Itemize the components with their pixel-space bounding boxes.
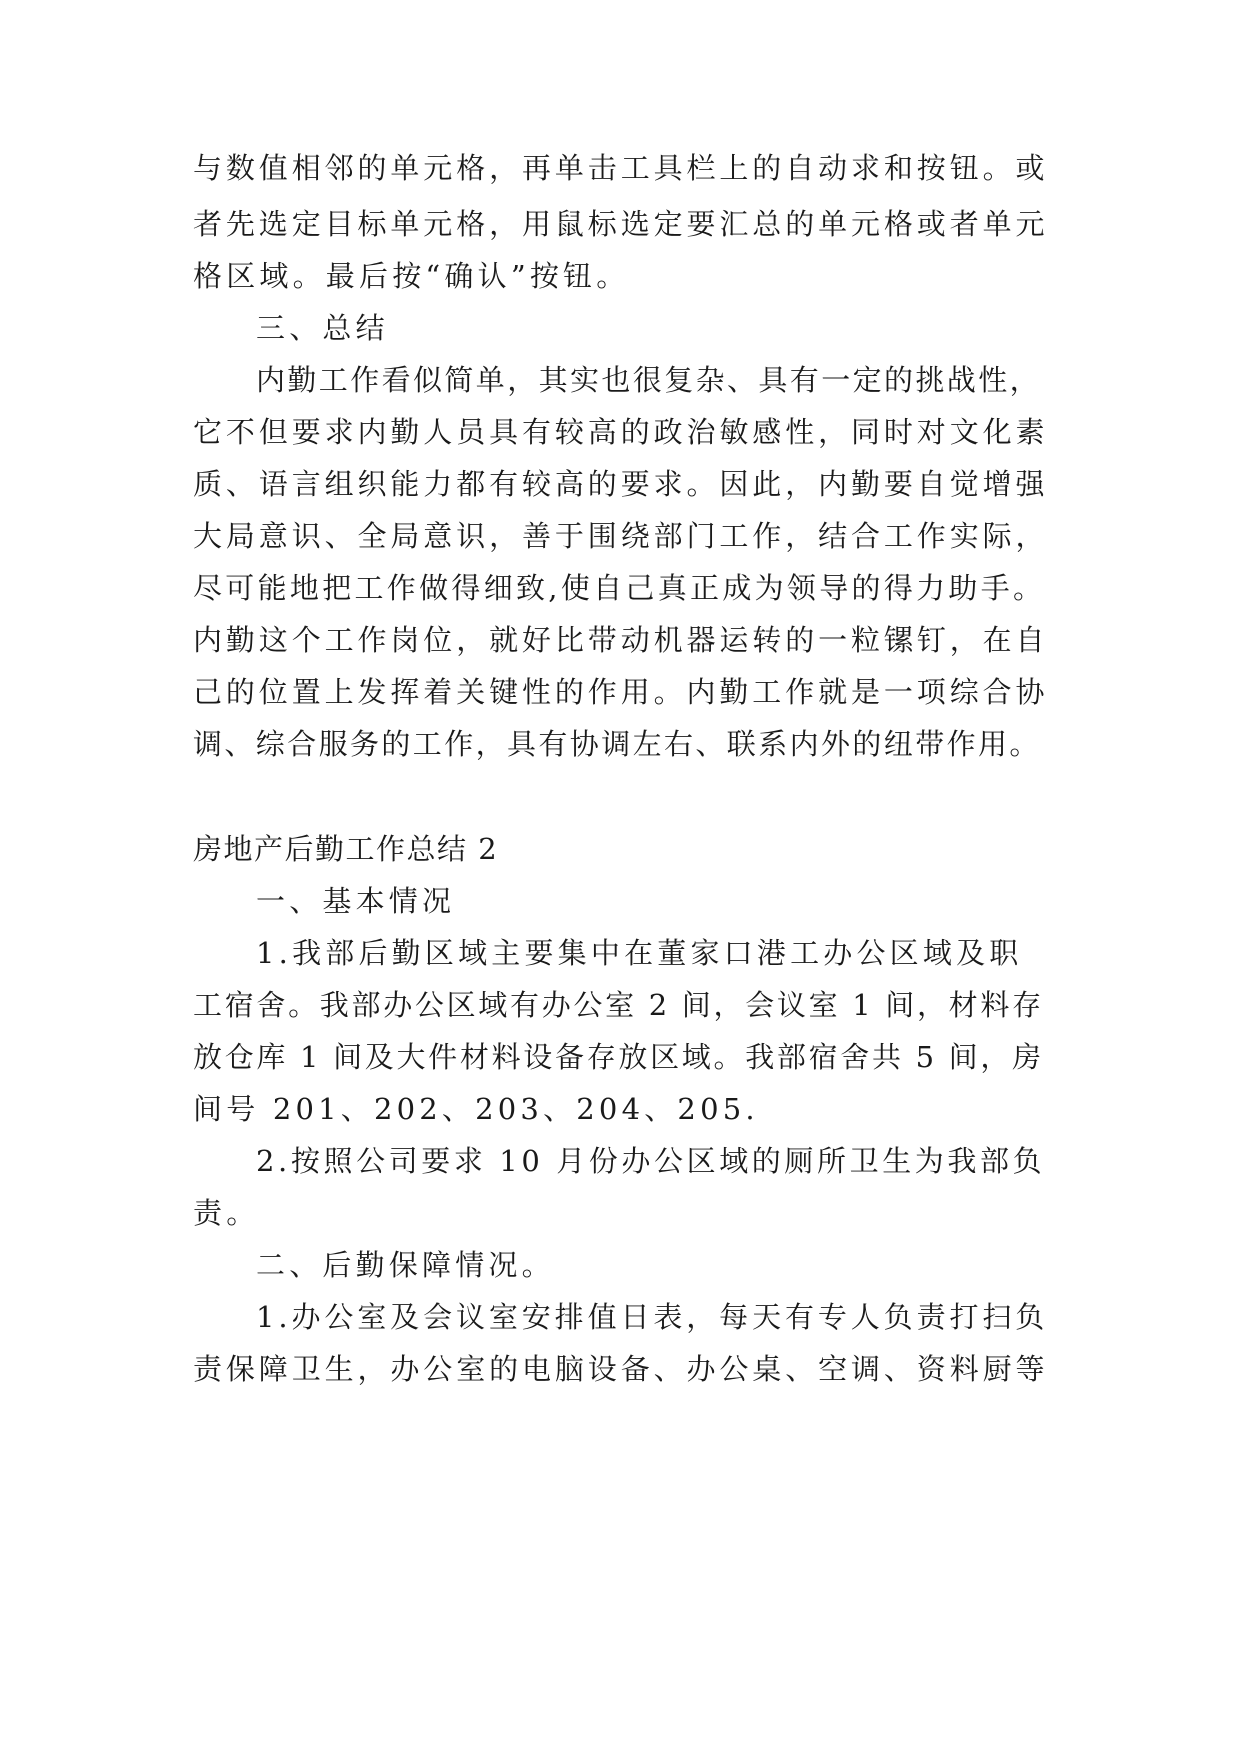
document-title: 房地产后勤工作总结 2 <box>193 832 499 866</box>
text-line: 它不但要求内勤人员具有较高的政治敏感性，同时对文化素 <box>193 415 1049 449</box>
text-line: 1.我部后勤区域主要集中在董家口港工办公区域及职 <box>256 936 1023 970</box>
text-line: 大局意识、全局意识，善于围绕部门工作，结合工作实际， <box>193 519 1049 553</box>
text-line: 内勤工作看似简单，其实也很复杂、具有一定的挑战性， <box>256 363 1042 397</box>
section-heading: 二、后勤保障情况。 <box>256 1248 555 1282</box>
text-line: 内勤这个工作岗位，就好比带动机器运转的一粒镙钉，在自 <box>193 623 1049 657</box>
text-line: 2.按照公司要求 10 月份办公区域的厕所卫生为我部负 <box>256 1144 1046 1178</box>
text-line: 与数值相邻的单元格，再单击工具栏上的自动求和按钮。或 <box>193 151 1049 185</box>
text-line: 者先选定目标单元格，用鼠标选定要汇总的单元格或者单元 <box>193 207 1049 241</box>
text-line: 质、语言组织能力都有较高的要求。因此，内勤要自觉增强 <box>193 467 1049 501</box>
text-line: 格区域。最后按“确认”按钮。 <box>193 259 630 293</box>
text-line: 调、综合服务的工作，具有协调左右、联系内外的纽带作用。 <box>193 727 1041 761</box>
text-line: 1.办公室及会议室安排值日表，每天有专人负责打扫负 <box>256 1300 1049 1334</box>
text-line: 责。 <box>193 1196 260 1230</box>
text-line: 尽可能地把工作做得细致,使自己真正成为领导的得力助手。 <box>193 571 1046 605</box>
text-line: 己的位置上发挥着关键性的作用。内勤工作就是一项综合协 <box>193 675 1049 709</box>
section-heading: 一、基本情况 <box>256 884 456 918</box>
section-heading: 三、总结 <box>256 311 389 345</box>
text-line: 工宿舍。我部办公区域有办公室 2 间，会议室 1 间，材料存 <box>193 988 1044 1022</box>
text-line: 放仓库 1 间及大件材料设备存放区域。我部宿舍共 5 间，房 <box>193 1040 1044 1074</box>
text-line: 责保障卫生，办公室的电脑设备、办公桌、空调、资料厨等 <box>193 1352 1049 1386</box>
text-line: 间号 201、202、203、204、205. <box>193 1092 759 1126</box>
